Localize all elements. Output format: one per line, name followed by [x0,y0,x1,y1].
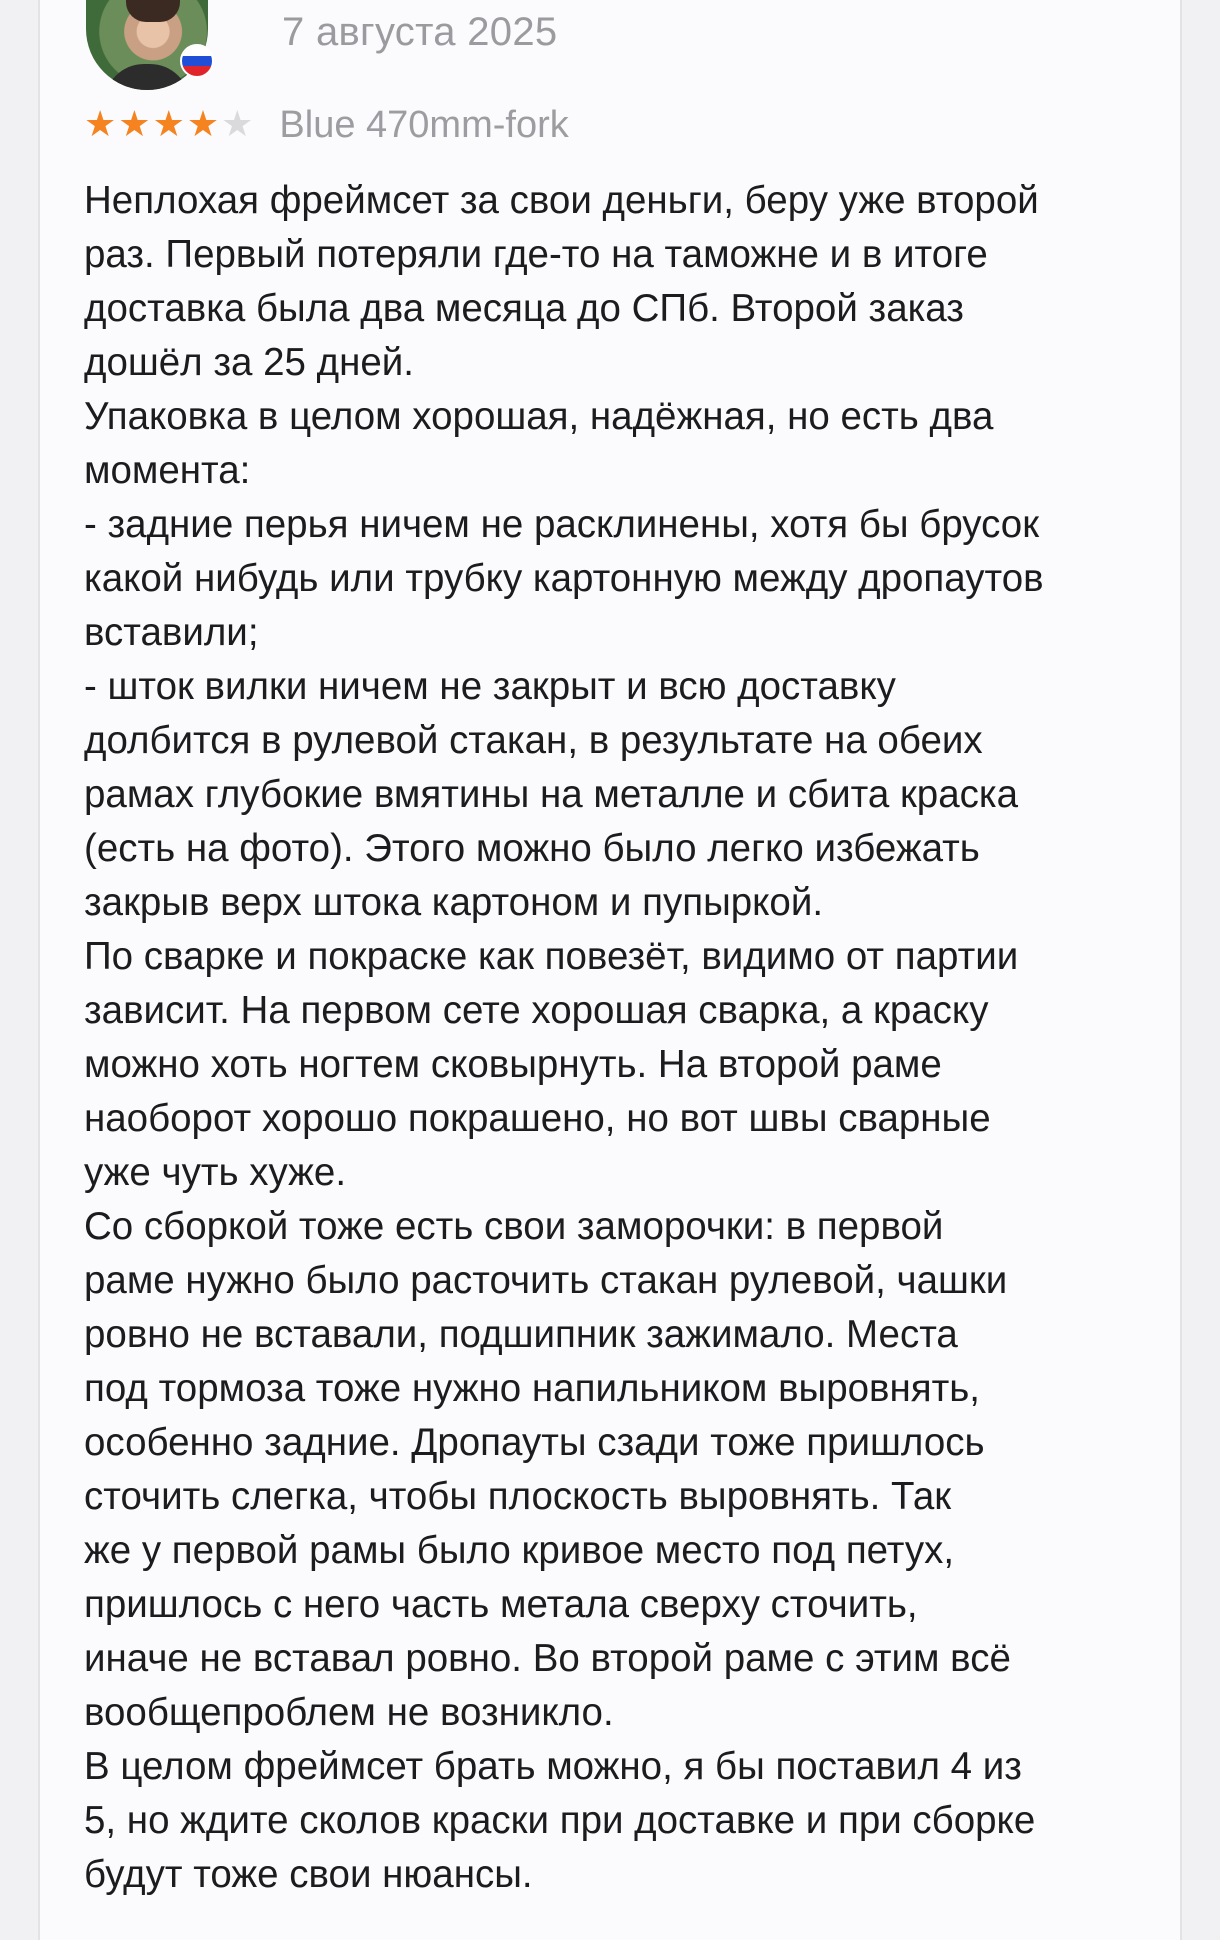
russia-flag-icon [180,44,214,78]
review-line: долбится в рулевой стакан, в результате на обеих [84,719,983,762]
review-line: уже чуть хуже. [84,1151,347,1194]
review-line: 5, но ждите сколов краски при доставке и при сборке [84,1799,1036,1842]
review-line: сточить слегка, чтобы плоскость выровнять. Так [84,1475,952,1518]
review-line: В целом фреймсет брать можно, я бы поставил 4 из [84,1745,1022,1788]
review-line: наоборот хорошо покрашено, но вот швы сварные [84,1097,991,1140]
star-filled-icon: ★ [186,104,220,145]
review-line: Неплохая фреймсет за свои деньги, беру уже второй [84,179,1039,222]
star-empty-icon: ★ [221,104,254,145]
review-header [86,0,1086,110]
review-line: доставка была два месяца до СПб. Второй заказ [84,287,964,330]
review-line: - шток вилки ничем не закрыт и всю доставку [84,665,896,708]
review-line: иначе не вставал ровно. Во второй раме с этим всё [84,1637,1011,1680]
avatar-shirt [104,64,190,90]
review-line: можно хоть ногтем сковырнуть. На второй раме [84,1043,942,1086]
review-line: будут тоже свои нюансы. [84,1853,533,1896]
review-line: Со сборкой тоже есть свои заморочки: в первой [84,1205,944,1248]
review-line: дошёл за 25 дней. [84,341,414,384]
review-line: - задние перья ничем не расклинены, хотя бы брусок [84,503,1040,546]
review-line: под тормоза тоже нужно напильником выровнять, [84,1367,980,1410]
review-line: зависит. На первом сете хорошая сварка, а краску [84,989,989,1032]
star-rating [84,104,254,145]
review-line: особенно задние. Дропауты сзади тоже пришлось [84,1421,985,1464]
review-text [84,174,1154,1902]
review-line: вообщепроблем не возникло. [84,1691,614,1734]
review-line: ровно не вставали, подшипник зажимало. Места [84,1313,958,1356]
review-line: вставили; [84,611,259,654]
review-date: 7 августа 2025 [282,10,558,54]
avatar-hair [126,0,180,22]
star-filled-icon: ★ [118,104,151,145]
review-line: раз. Первый потеряли где-то на таможне и в итоге [84,233,988,276]
review-line: Упаковка в целом хорошая, надёжная, но есть два [84,395,994,438]
review-line: рамах глубокие вмятины на металле и сбита краска [84,773,1018,816]
star-filled-icon: ★ [152,104,185,145]
rating-row [84,100,569,150]
review-line: закрыв верх штока картоном и пупыркой. [84,881,824,924]
review-line: какой нибудь или трубку картонную между дропаутов [84,557,1044,600]
product-variant: Blue 470mm-fork [279,103,569,146]
review-line: момента: [84,449,251,492]
review-line: пришлось с него часть метала сверху сточить, [84,1583,918,1626]
review-line: По сварке и покраске как повезёт, видимо от партии [84,935,1019,978]
review-line: же у первой рамы было кривое место под петух, [84,1529,955,1572]
review-line: (есть на фото). Этого можно было легко избежать [84,827,980,870]
star-filled-icon: ★ [84,104,117,145]
review-line: раме нужно было расточить стакан рулевой, чашки [84,1259,1008,1302]
